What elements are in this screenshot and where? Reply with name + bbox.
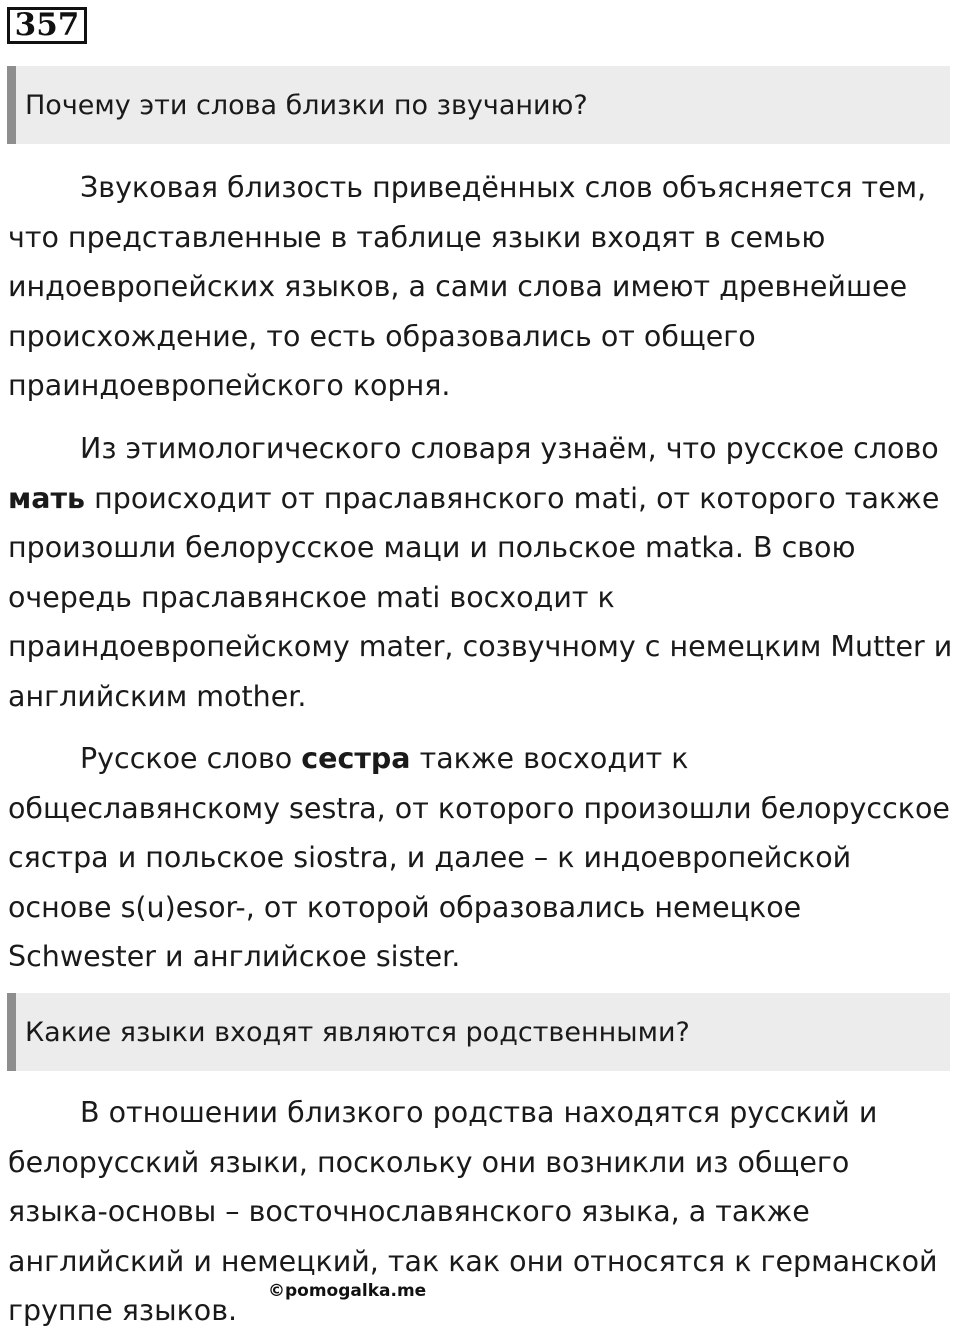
bold-word-mat: мать [8,481,86,515]
task-number: 357 [7,7,87,44]
question-heading-2 [7,993,950,1071]
answer-paragraph-2 [8,424,954,721]
answer-paragraph-4: В отношении близкого родства находятся русский и белорусский языки, поскольку они возникли из общего языка-основы – восточнославянского языка, а также английский и немецкий, так как они относятся к германской группе языков. [8,1096,938,1327]
paragraph-2-text-start: Из этимологического словаря узнаём, что русское слово [80,432,939,465]
question-text-2: Какие языки входят являются родственными? [25,1016,690,1048]
paragraph-3-text-start: Русское слово [80,742,302,775]
question-heading-1 [7,66,950,144]
watermark: ©pomogalka.me [268,1281,427,1301]
answer-paragraph-3 [8,734,954,982]
paragraph-2-text-end: происходит от праславянского mati, от которого также произошли белорусское маци и польское matka. В свою очередь праславянское mati восходит к праиндоевропейскому mater, созвучному с немецким Mutter и английским mother. [8,481,953,713]
question-text-1: Почему эти слова близки по звучанию? [25,89,588,121]
answer-paragraph-1: Звуковая близость приведённых слов объясняется тем, что представленные в таблице языки входят в семью индоевропейских языков, а сами слова имеют древнейшее происхождение, то есть образовались от общего праиндоевропейского корня. [8,171,927,402]
paragraph-3-text-end: также восходит к общеславянскому sestra, от которого произошли белорусское сястра и польское siostra, и далее – к индоевропейской основе s(u)esor-, от которой образовались немецкое Schwester и английское sister. [8,742,950,973]
bold-word-sestra: сестра [301,742,411,775]
